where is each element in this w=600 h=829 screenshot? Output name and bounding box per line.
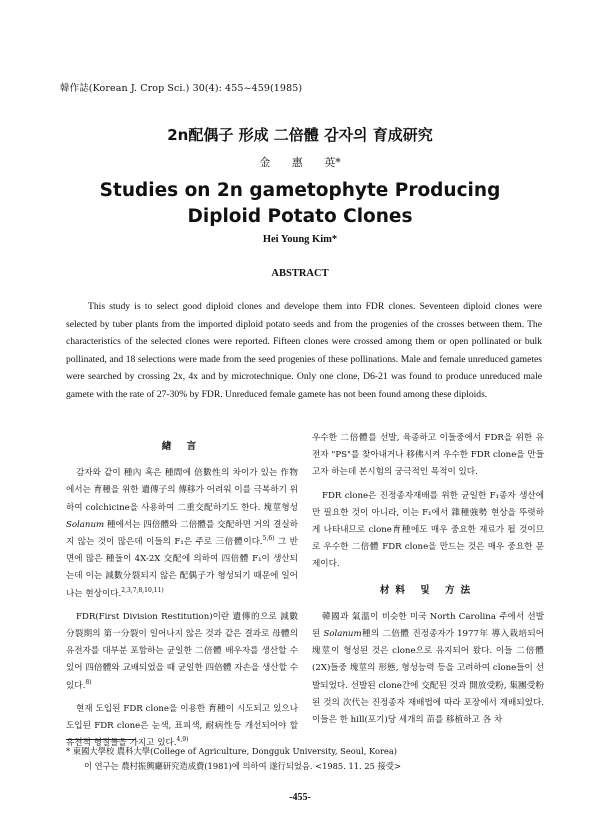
footnote-affiliation: * 東國大學校 農科大學(College of Agriculture, Dongguk University, Seoul, Korea) <box>66 746 398 756</box>
citation-ref: 2,3,7,8,10,11) <box>121 586 164 594</box>
footnote-funding: 이 연구는 農村振興廳研究造成費(1981)에 의하여 遂行되었음. <1985. 11. 25 接受> <box>84 761 402 771</box>
left-column <box>66 430 298 758</box>
intro-paragraph-3: 현재 도입된 FDR clone을 이용한 育種이 시도되고 있으나 도입된 FDR clone은 눈색, 표피색, 耐病性등 개선되어야 할 유전적 형질들을 가지고 있다.$^{4,9)}$ <box>66 703 298 749</box>
footnote-divider <box>66 739 136 740</box>
title-english-line1: Studies on 2n gametophyte Producing <box>99 180 501 201</box>
abstract-body <box>66 298 542 404</box>
title-korean: 2n配偶子 形成 二倍體 감자의 育成研究 <box>167 126 433 144</box>
citation-ref: 8) <box>85 678 92 686</box>
intro-paragraph-2: FDR(First Division Restitution)이란 遺傳的으로 減數分裂期의 第一分裂이 일어나지 않은 것과 같은 결과로 母體의 유전자를 대부분 포함하는 균일한 二倍體 배우자를 생산할 수 있어 四倍體와 교배되었을 때 균일한 四倍體 자손을 생산할 수 있다.$^{8)}$ <box>66 611 298 691</box>
methods-paragraph-1: 韓國과 氣溫이 비슷한 미국 North Carolina 주에서 선발된 Solanum種의 二倍體 진정종자가 1977年 導入栽培되어 塊莖이 형성된 것은 clone으로 유지되어 왔다. 이들 二倍體(2X)들중 塊莖의 形態, 형성능력 등을 고려하여 clone들이 선발되었다. 선발된 clone간에 交配된 것과 開放受粉, 集團受粉된 것의 次代는 진정종자 재배법에 따라 포장에서 재배되었다. 이들은 한 hill(포기)당 세개의 苗를 移植하고 各 차 <box>312 611 544 726</box>
intro-paragraph-5: FDR clone은 진정종자재배를 위한 균일한 F₁종자 생산에만 필요한 것이 아니라, 이는 F₁에서 雜種強勢 현상을 뚜렷하게 나타내므로 clone育種에도 매우 중요한 재료가 될 것이므로 우수한 二倍體 FDR clone을 만드는 것은 매우 중요한 문제이다. <box>312 490 544 570</box>
journal-citation: 韓作誌(Korean J. Crop Sci.) 30(4): 455~459(1985) <box>60 83 303 94</box>
footnotes <box>66 744 546 774</box>
abstract-text: This study is to select good diploid clones and develope them into FDR clones. Seventeen diploid clones were selected by tuber plants from the imported diploid potato seeds and from the progenies of the crosses between them. The characteristics of the selected clones were reported. Fifteen clones were crossed among them or open pollinated or bulk pollinated, and 18 selections were made from the seed progenies of these pollinations. Male and female unreduced gametes were searched by crossing 2x, 4x and by microtechnique. Only one clone, D6-21 was found to produce unreduced male gamete with the rate of 27-30% by FDR. Unreduced female gamete has not been found among these diploids. <box>66 301 542 400</box>
page-number: -455- <box>289 792 311 803</box>
species-name: Solanum <box>323 629 362 640</box>
title-english <box>0 178 600 230</box>
right-column <box>312 430 544 735</box>
title-english-line2: Diploid Potato Clones <box>187 206 413 227</box>
section-heading-methods: 材料 및 方法 <box>379 584 477 596</box>
citation-ref: 4,9) <box>176 736 189 744</box>
section-heading-introduction: 緖 言 <box>161 441 203 452</box>
abstract-heading: ABSTRACT <box>271 268 329 279</box>
intro-paragraph-1: 감자와 같이 種內 혹은 種間에 倍數性의 차이가 있는 作物에서는 育種을 위한 遺傳子의 傳移가 어려워 이를 극복하기 위하여 colchicine을 사용하여 二重交配하기도 한다. 塊莖형성 Solanum 種에서는 四倍體와 二倍體를 交配하면 거의 결실하지 않는 것이 많은데 이들의 F₁은 주로 三倍體이다.$^{5,6)}$ 그 반면에 많은 種들이 4X-2X 交配에 의하여 四倍體 F₁이 생산되는데 이는 減數分裂되지 않은 配偶子가 형성되기 때문에 일어나는 현상이다.$^{2,3,7,8,10,11)}$ <box>66 468 298 599</box>
author-english: Hei Young Kim* <box>262 234 338 245</box>
citation-ref: 5,6) <box>262 535 275 543</box>
author-korean: 金 惠 英* <box>259 156 341 169</box>
intro-paragraph-4: 우수한 二倍體를 선발, 육종하고 이들중에서 FDR을 위한 유전자 "PS"를 찾아내거나 移佛시켜 우수한 FDR clone을 만들고자 하는데 본시험의 궁극적인 목적이 있다. <box>312 433 544 478</box>
species-name: Solanum <box>66 519 105 530</box>
